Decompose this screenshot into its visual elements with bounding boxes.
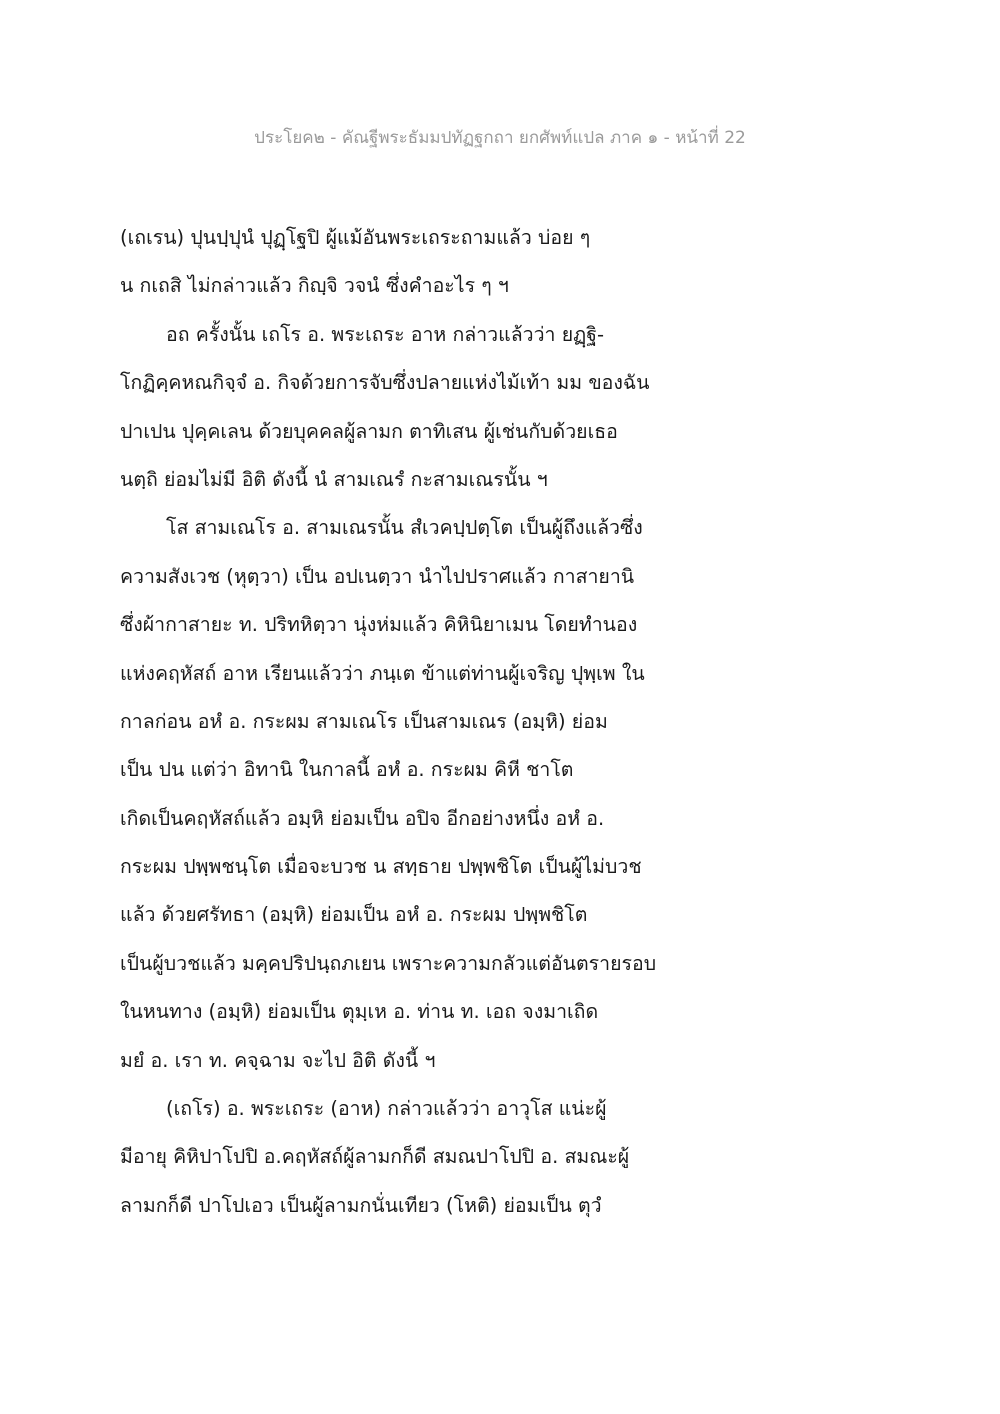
- text-line: กาลก่อน อหํ อ. กระผม สามเณโร เป็นสามเณร (อมฺหิ) ย่อม: [120, 709, 608, 733]
- page-header: [0, 124, 1000, 151]
- text-line: กระผม ปพฺพชนฺโต เมื่อจะบวช น สทฺธาย ปพฺพชิโต เป็นผู้ไม่บวช: [120, 855, 642, 879]
- document-body: [120, 214, 680, 1230]
- paragraph-start-line: โส สามเณโร อ. สามเณรนั้น สํเวคปฺปตฺโต เป็นผู้ถึงแล้วซึ่ง: [166, 516, 643, 540]
- text-line: มีอายุ คิหิปาโปปิ อ.คฤหัสถ์ผู้ลามกก็ดี สมณปาโปปิ อ. สมณะผู้: [120, 1145, 630, 1169]
- page-header-text: ประโยค๒ - คัณฐีพระธัมมปทัฏฐกถา ยกศัพท์แปล ภาค ๑ - หน้าที่ 22: [254, 128, 746, 148]
- text-line: ปาเปน ปุคฺคเลน ด้วยบุคคลผู้ลามก ตาทิเสน ผู้เช่นกับด้วยเธอ: [120, 419, 618, 443]
- text-line: แล้ว ด้วยศรัทธา (อมฺหิ) ย่อมเป็น อหํ อ. กระผม ปพฺพชิโต: [120, 903, 588, 927]
- text-line: น กเถสิ ไม่กล่าวแล้ว กิญฺจิ วจนํ ซึ่งคำอะไร ๆ ฯ: [120, 274, 509, 298]
- text-line: ลามกก็ดี ปาโปเอว เป็นผู้ลามกนั่นเทียว (โหติ) ย่อมเป็น ตุวํ: [120, 1193, 602, 1217]
- text-line: นตฺถิ ย่อมไม่มี อิติ ดังนี้ นํ สามเณรํ กะสามเณรนั้น ฯ: [120, 467, 548, 491]
- text-line: มยํ อ. เรา ท. คจฺฉาม จะไป อิติ ดังนี้ ฯ: [120, 1048, 436, 1072]
- text-line: เป็น ปน แต่ว่า อิทานิ ในกาลนี้ อหํ อ. กระผม คิหี ชาโต: [120, 758, 574, 782]
- text-line: ในหนทาง (อมฺหิ) ย่อมเป็น ตุมฺเห อ. ท่าน ท. เอถ จงมาเถิด: [120, 1000, 599, 1024]
- text-line: แห่งคฤหัสถ์ อาห เรียนแล้วว่า ภนฺเต ข้าแต่ท่านผู้เจริญ ปุพฺเพ ใน: [120, 661, 645, 685]
- paragraph-start-line: (เถโร) อ. พระเถระ (อาห) กล่าวแล้วว่า อาวุโส แน่ะผู้: [166, 1097, 607, 1121]
- text-line: ซึ่งผ้ากาสายะ ท. ปริทหิตฺวา นุ่งห่มแล้ว คิหินิยาเมน โดยทำนอง: [120, 613, 638, 637]
- text-line: โกฏิคฺคหณกิจฺจํ อ. กิจด้วยการจับซึ่งปลายแห่งไม้เท้า มม ของฉัน: [120, 371, 650, 395]
- text-line: เกิดเป็นคฤหัสถ์แล้ว อมฺหิ ย่อมเป็น อปิจ อีกอย่างหนึ่ง อหํ อ.: [120, 806, 605, 830]
- text-line: ความสังเวช (หุตฺวา) เป็น อปเนตฺวา นำไปปราศแล้ว กาสายานิ: [120, 564, 635, 588]
- text-line: เป็นผู้บวชแล้ว มคฺคปริปนฺถภเยน เพราะความกลัวแต่อันตรายรอบ: [120, 951, 657, 975]
- paragraph-start-line: อถ ครั้งนั้น เถโร อ. พระเถระ อาห กล่าวแล้วว่า ยฏฺฐิ-: [166, 322, 605, 346]
- text-line: (เถเรน) ปุนปฺปุนํ ปุฏฺโฐปิ ผู้แม้อันพระเถระถามแล้ว บ่อย ๆ: [120, 226, 591, 249]
